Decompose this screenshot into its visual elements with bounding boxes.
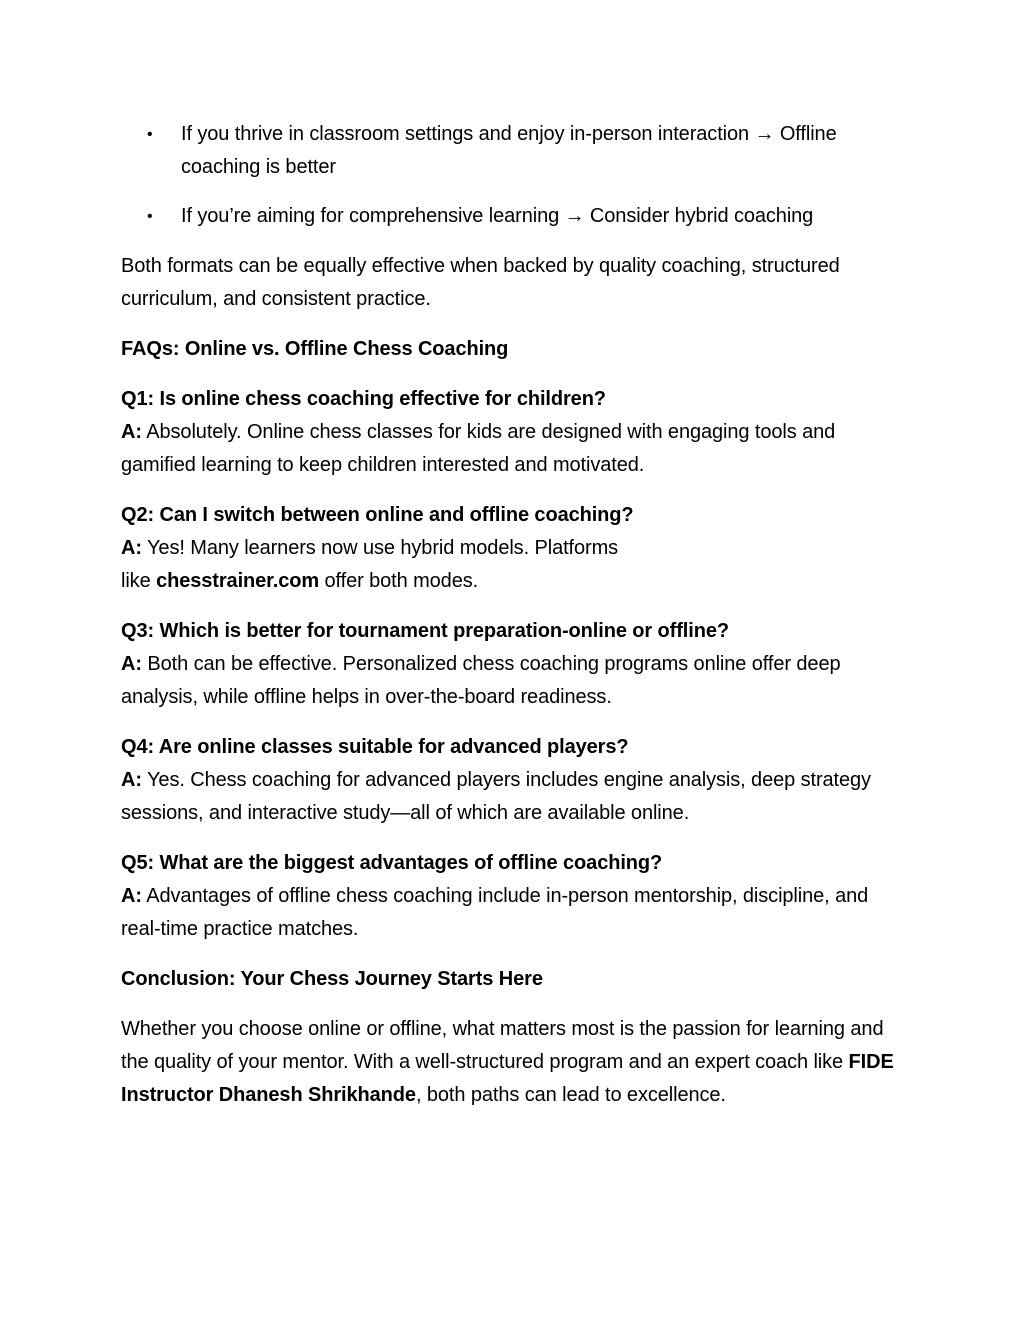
faq-item-3 bbox=[121, 615, 911, 714]
conclusion-paragraph bbox=[121, 1013, 911, 1112]
bullet-icon: • bbox=[147, 126, 153, 143]
faq-item-4 bbox=[121, 731, 911, 830]
bullet-text: If you thrive in classroom settings and enjoy in-person interaction → Offline coaching is better bbox=[181, 123, 837, 178]
answer-label: A: bbox=[121, 653, 142, 675]
faq-answer: Advantages of offline chess coaching include in-person mentorship, discipline, and real-time practice matches. bbox=[121, 885, 869, 940]
faq-item-2 bbox=[121, 499, 911, 598]
answer-label: A: bbox=[121, 885, 142, 907]
faq-answer: Yes! Many learners now use hybrid models. Platforms bbox=[147, 537, 619, 559]
summary-paragraph: Both formats can be equally effective when backed by quality coaching, structured curriculum, and consistent practice. bbox=[121, 255, 840, 310]
faq-question: Q3: Which is better for tournament preparation-online or offline? bbox=[121, 620, 729, 642]
instructor-name: FIDE Instructor Dhanesh Shrikhande bbox=[121, 1051, 894, 1106]
answer-label: A: bbox=[121, 537, 142, 559]
faq-question: Q1: Is online chess coaching effective for children? bbox=[121, 388, 606, 410]
faq-answer: Yes. Chess coaching for advanced players includes engine analysis, deep strategy sessions, and interactive study—all of which are available online. bbox=[121, 769, 871, 824]
conclusion-text: Whether you choose online or offline, what matters most is the passion for learning and the quality of your mentor. With a well-structured program and an expert coach like bbox=[121, 1018, 884, 1073]
faq-answer-continued: like bbox=[121, 570, 151, 592]
bullet-text: If you’re aiming for comprehensive learning → Consider hybrid coaching bbox=[181, 205, 814, 227]
answer-label: A: bbox=[121, 769, 142, 791]
faq-item-5 bbox=[121, 847, 911, 946]
answer-label: A: bbox=[121, 421, 142, 443]
faq-answer-end: offer both modes. bbox=[324, 570, 479, 592]
bullet-list bbox=[121, 118, 911, 233]
bullet-item bbox=[121, 200, 911, 233]
faq-question: Q5: What are the biggest advantages of offline coaching? bbox=[121, 852, 663, 874]
chesstrainer-link[interactable]: chesstrainer.com bbox=[156, 570, 320, 592]
faq-heading: FAQs: Online vs. Offline Chess Coaching bbox=[121, 338, 509, 360]
bullet-item bbox=[121, 118, 911, 184]
faq-question: Q2: Can I switch between online and offline coaching? bbox=[121, 504, 634, 526]
document-page bbox=[121, 118, 911, 1129]
conclusion-heading: Conclusion: Your Chess Journey Starts Here bbox=[121, 968, 543, 990]
faq-item-1 bbox=[121, 383, 911, 482]
bullet-icon: • bbox=[147, 208, 153, 225]
conclusion-text-end: , both paths can lead to excellence. bbox=[415, 1084, 726, 1106]
faq-question: Q4: Are online classes suitable for advanced players? bbox=[121, 736, 629, 758]
faq-answer: Absolutely. Online chess classes for kids are designed with engaging tools and gamified learning to keep children interested and motivated. bbox=[121, 421, 836, 476]
faq-answer: Both can be effective. Personalized chess coaching programs online offer deep analysis, while offline helps in over-the-board readiness. bbox=[121, 653, 841, 708]
